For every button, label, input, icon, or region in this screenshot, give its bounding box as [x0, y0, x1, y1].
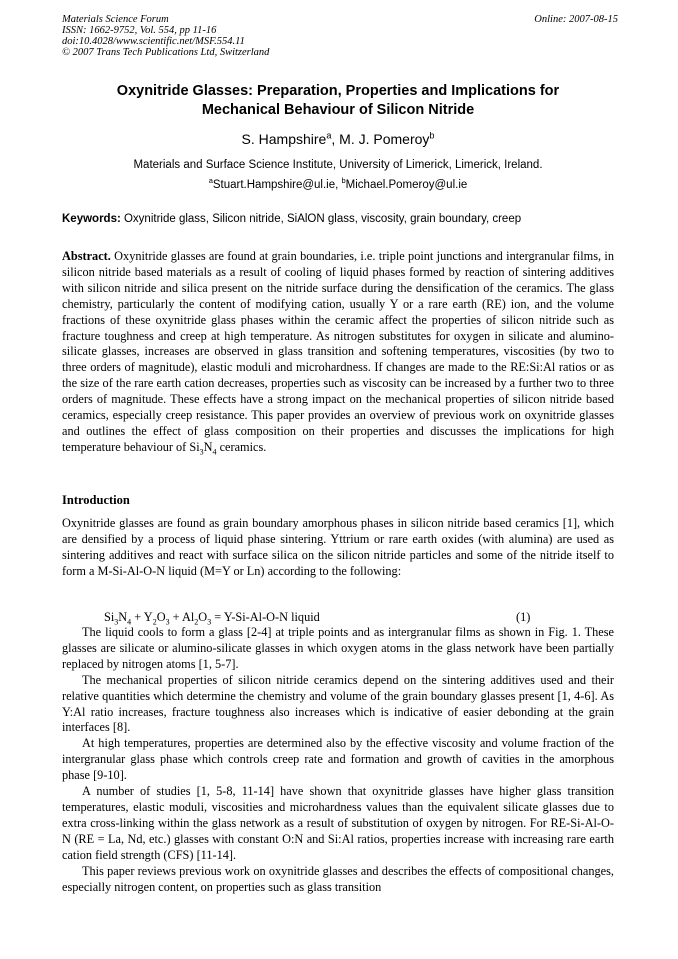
paper-title	[62, 82, 614, 120]
eq-rhs: = Y-Si-Al-O-N liquid	[211, 610, 320, 624]
author-1: S. Hampshire	[241, 131, 327, 147]
author-emails	[62, 178, 614, 193]
intro-body	[62, 625, 614, 895]
title-line-2: Mechanical Behaviour of Silicon Nitride	[201, 102, 475, 118]
author-separator: ,	[331, 131, 340, 147]
abstract	[62, 249, 614, 456]
eq-si-sub: 3	[114, 617, 119, 627]
email-a-mark: a	[208, 176, 213, 186]
journal-header	[62, 14, 618, 58]
doi-line: doi:10.4028/www.scientific.net/MSF.554.11	[62, 36, 245, 47]
equation-number: (1)	[516, 610, 531, 624]
keywords-label: Keywords:	[62, 213, 121, 225]
eq-y: Y	[143, 610, 153, 624]
abstract-label: Abstract.	[62, 249, 111, 263]
eq-o1-sub: 3	[165, 617, 170, 627]
intro-paragraph-6: This paper reviews previous work on oxynitride glasses and describes the effects of compositional changes, especially nitrogen content, on properties such as glass transition	[62, 863, 614, 894]
eq-plus-1: +	[131, 610, 144, 624]
author-2: M. J. Pomeroy	[339, 131, 430, 147]
eq-o2: O	[198, 610, 208, 624]
author-list	[62, 130, 614, 148]
email-b: Michael.Pomeroy@ul.ie	[345, 179, 468, 191]
abstract-text: Oxynitride glasses are found at grain boundaries, i.e. triple point junctions and intergranular films, in silicon nitride based materials as a result of cooling of liquid phases formed by reaction of sintering additives with silicon nitride and silica present on the nitride surface during the densification of the ceramics. The glass chemistry, particularly the content of modifying cation, usually Y or a rare earth (RE) ion, and the volume fractions of these oxynitride glass phases within the ceramic affect the properties of silicon nitride such as fracture toughness and creep at high temperature. As nitrogen substitutes for oxygen in silicate and alumino-silicate glasses, increases are observed in glass transition and softening temperatures, viscosities (by two to three orders of magnitude), elastic moduli and microhardness. If changes are made to the RE:Si:Al ratios or as the size of the rare earth cation decreases, properties such as viscosity can be increased by a further two to three orders of magnitude. These effects have a strong impact on the mechanical properties of silicon nitride based ceramics, especially creep resistance. This paper provides an overview of previous work on oxynitride glasses and outlines the effect of glass composition on their properties and discusses the implications for high temperature behaviour of Si	[62, 249, 614, 454]
eq-y-sub: 2	[152, 617, 157, 627]
eq-n-sub: 4	[127, 617, 132, 627]
eq-n: N	[118, 610, 128, 624]
title-line-1: Oxynitride Glasses: Preparation, Properties and Implications for	[116, 83, 560, 99]
abstract-n: N	[203, 439, 213, 454]
intro-paragraph-5: A number of studies [1, 5-8, 11-14] have shown that oxynitride glasses have higher glass transition temperatures, elastic moduli, viscosities and microhardness values than the equivalent silicate glasses due to extra cross-linking within the glass network as a result of substitution of oxygen by nitrogen. For RE-Si-Al-O-N (RE = La, Nd, etc.) glasses with constant O:N and Si:Al ratios, properties increase with increasing rare earth cation field strength (CFS) [11-14].	[62, 784, 614, 862]
eq-al: Al	[181, 610, 195, 624]
intro-paragraph-1: Oxynitride glasses are found as grain boundary amorphous phases in silicon nitride based ceramics [1], which are densified by a process of liquid phase sintering. Yttrium or rare earth oxides (with alumina) are used as sintering additives and react with surface silica on the silicon nitride particles and some of the nitride itself to form a M-Si-Al-O-N liquid (M=Y or Ln) according to the following:	[62, 516, 614, 578]
eq-o1: O	[156, 610, 166, 624]
author-2-mark: b	[429, 130, 435, 141]
affiliation: Materials and Surface Science Institute, University of Limerick, Limerick, Ireland.	[133, 159, 543, 171]
eq-al-sub: 2	[194, 617, 199, 627]
section-heading-introduction: Introduction	[62, 493, 130, 507]
abstract-n-sub: 4	[212, 447, 217, 457]
intro-paragraph-3: The mechanical properties of silicon nitride ceramics depend on the sintering additives used and their relative quantities which determine the chemistry and volume of the grain boundary glasses present [1, 4-6]. As Y:Al ratio increases, fracture toughness also increases which is indicative of easier debonding at the grain interfaces [8].	[62, 672, 614, 735]
copyright-line: © 2007 Trans Tech Publications Ltd, Switzerland	[62, 47, 270, 58]
keywords	[62, 212, 618, 227]
eq-o2-sub: 3	[207, 617, 212, 627]
issn-line: ISSN: 1662-9752, Vol. 554, pp 11-16	[62, 25, 217, 36]
journal-name: Materials Science Forum	[62, 14, 169, 25]
intro-paragraph-2: The liquid cools to form a glass [2-4] at triple points and as intergranular films as shown in Fig. 1. These glasses are silicate or alumino-silicate glasses in which oxygen atoms in the glass network have been partially replaced by nitrogen atoms [1, 5-7].	[62, 625, 614, 671]
email-a: Stuart.Hampshire@ul.ie,	[212, 179, 342, 191]
equation-1	[104, 609, 554, 625]
email-b-mark: b	[341, 176, 346, 186]
keywords-text: Oxynitride glass, Silicon nitride, SiAlON glass, viscosity, grain boundary, creep	[120, 213, 522, 225]
eq-plus-2: +	[169, 610, 182, 624]
abstract-end: ceramics.	[216, 439, 267, 454]
online-date: Online: 2007-08-15	[534, 14, 618, 25]
eq-si: Si	[104, 610, 115, 624]
abstract-si-sub: 3	[199, 447, 204, 457]
author-1-mark: a	[326, 130, 332, 141]
intro-paragraph-4: At high temperatures, properties are determined also by the effective viscosity and volume fraction of the intergranular glass phase which controls creep rate and formation and growth of cavities in the amorphous phase [9-10].	[62, 736, 614, 783]
